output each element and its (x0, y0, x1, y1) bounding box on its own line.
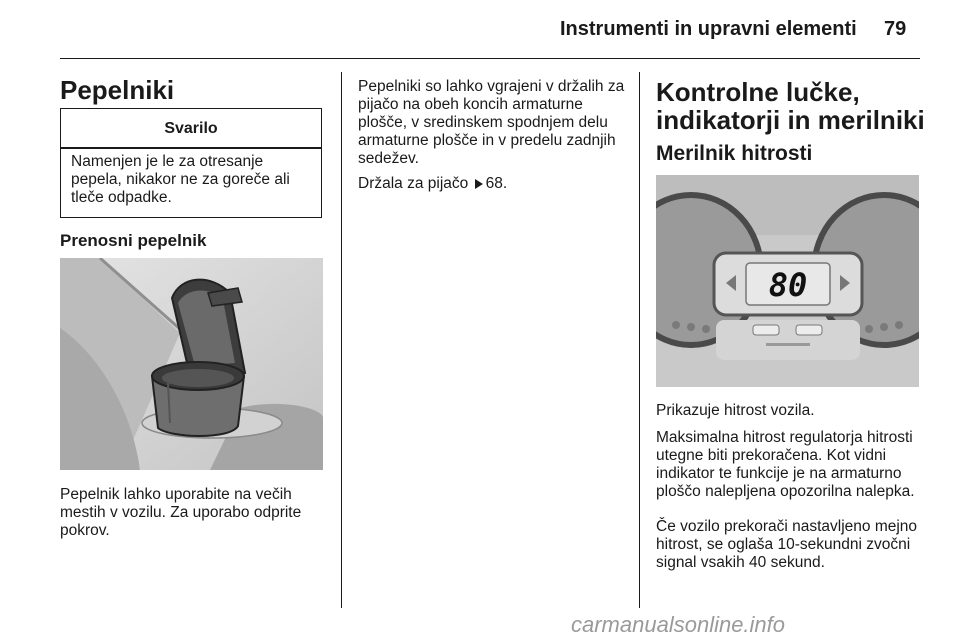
column-divider-2 (639, 72, 640, 608)
warning-box (60, 108, 322, 218)
warning-divider (61, 147, 321, 149)
portable-ashtray-text: Pepelnik lahko uporabite na večih mestih v vozilu. Za uporabo odprite pokrov. (60, 486, 302, 539)
header-title: Instrumenti in upravni elementi (560, 18, 857, 40)
speedometer-illustration (656, 175, 919, 387)
section-heading-ashtrays: Pepelniki (60, 75, 175, 105)
column-divider-1 (341, 72, 342, 608)
reference-label: Držala za pijačo (358, 175, 469, 192)
header-rule (60, 58, 920, 59)
page-reference-arrow-icon (475, 179, 483, 189)
ashtray-illustration (60, 258, 323, 470)
speed-limiter-text: Maksimalna hitrost regulatorja hitrosti utegne biti prekoračena. Kot vidni indikator te funkcije je na armaturno ploščo nalepljena opozorilna nalepka. (656, 429, 915, 500)
subheading-speedometer: Merilnik hitrosti (656, 142, 813, 165)
cupholder-reference (358, 175, 628, 193)
section-heading-indicators: Kontrolne lučke, indikatorji in merilniki (656, 77, 925, 135)
reference-page-link[interactable]: 68. (485, 175, 508, 192)
speedometer-description: Prikazuje hitrost vozila. (656, 402, 815, 419)
speed-warning-text: Če vozilo prekorači nastavljeno mejno hitrost, se oglaša 10-sekundni zvočni signal vsakih 40 sekund. (656, 518, 918, 571)
watermark: carmanualsonline.info (571, 612, 786, 637)
speed-readout: 80 (768, 266, 808, 304)
page-number: 79 (884, 18, 907, 40)
subheading-portable-ashtray: Prenosni pepelnik (60, 231, 207, 250)
ashtray-locations-text: Pepelniki so lahko vgrajeni v držalih za pijačo na obeh koncih armaturne plošče, v sredinskem spodnjem delu armaturne plošče in v predelu zadnjih sedežev. (358, 78, 625, 167)
warning-title: Svarilo (164, 120, 218, 137)
warning-text: Namenjen je le za otresanje pepela, nikakor ne za goreče ali tleče odpadke. (71, 153, 290, 206)
